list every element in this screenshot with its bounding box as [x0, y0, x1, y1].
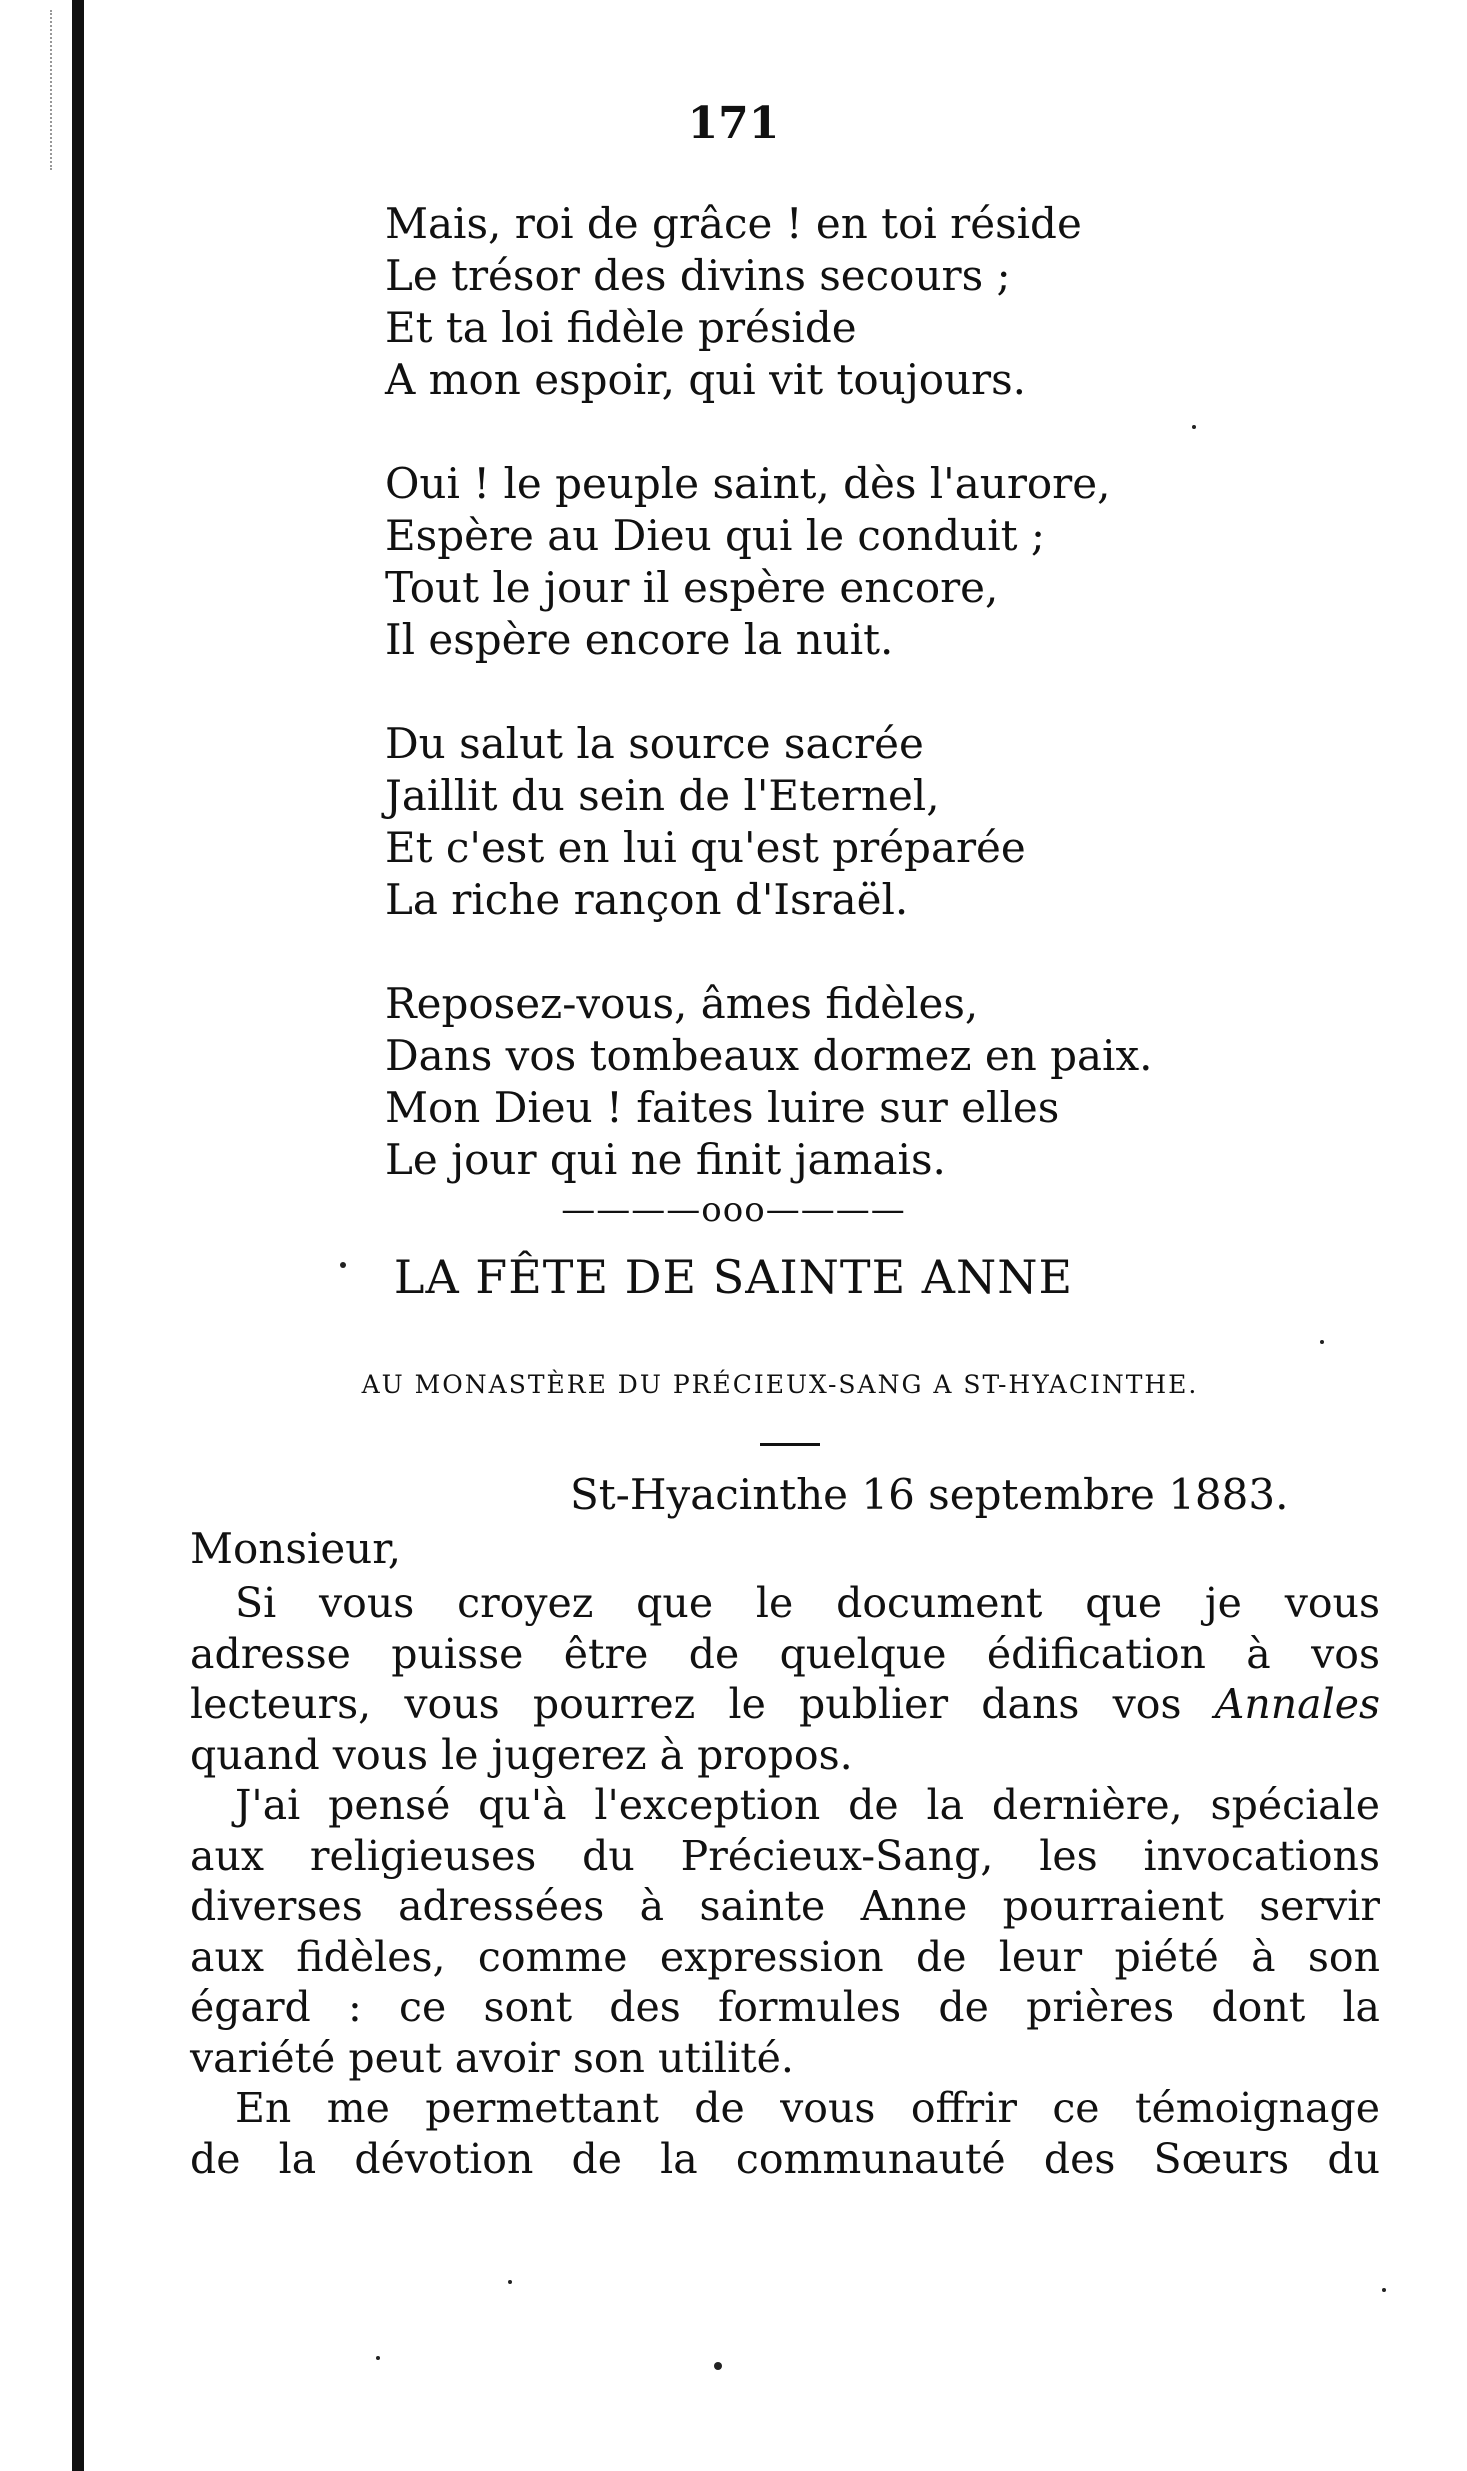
poem-line: Mon Dieu ! faites luire sur elles — [385, 1083, 1060, 1132]
letter-date: St-Hyacinthe 16 septembre 1883. — [570, 1470, 1289, 1519]
letter-body — [190, 1578, 1380, 2184]
poem — [385, 198, 1345, 1186]
ornament-separator: ————ooo———— — [561, 1190, 906, 1230]
poem-line: Le trésor des divins secours ; — [385, 251, 1011, 300]
letter-line: J'ai pensé qu'à l'exception de la dernière, spéciale — [235, 1781, 1380, 1829]
poem-line: Jaillit du sein de l'Eternel, — [385, 771, 940, 820]
poem-line: Tout le jour il espère encore, — [385, 563, 999, 612]
letter-line: diverses adressées à sainte Anne pourraient servir — [190, 1882, 1380, 1930]
letter-line — [190, 1679, 1380, 1730]
letter-line: quand vous le jugerez à propos. — [190, 1730, 853, 1779]
letter-line: aux religieuses du Précieux-Sang, les invocations — [190, 1831, 1380, 1880]
print-speck — [1320, 1340, 1324, 1344]
poem-stanza — [385, 978, 1345, 1186]
page-number: 171 — [687, 98, 780, 149]
short-rule — [760, 1443, 820, 1446]
page-binding-edge — [72, 0, 84, 2471]
section-subtitle: AU MONASTÈRE DU PRÉCIEUX-SANG A ST-HYACINTHE. — [361, 1370, 1199, 1399]
poem-line: Reposez-vous, âmes fidèles, — [385, 979, 979, 1028]
poem-stanza — [385, 718, 1345, 926]
letter-line: de la dévotion de la communauté des Sœurs du — [190, 2134, 1380, 2183]
poem-line: A mon espoir, qui vit toujours. — [385, 355, 1027, 404]
poem-line: La riche rançon d'Israël. — [385, 875, 909, 924]
letter-line-text: lecteurs, vous pourrez le publier dans vos — [190, 1680, 1182, 1728]
print-speck — [714, 2362, 722, 2370]
letter-line: En me permettant de vous offrir ce témoignage — [235, 2084, 1380, 2132]
emphasized-word: Annales — [1214, 1680, 1380, 1728]
letter-line: variété peut avoir son utilité. — [190, 2033, 794, 2082]
poem-line: Et c'est en lui qu'est préparée — [385, 823, 1026, 872]
poem-line: Le jour qui ne finit jamais. — [385, 1135, 946, 1184]
poem-line: Du salut la source sacrée — [385, 719, 924, 768]
poem-line: Espère au Dieu qui le conduit ; — [385, 511, 1046, 560]
section-title: LA FÊTE DE SAINTE ANNE — [393, 1250, 1074, 1304]
letter-line: adresse puisse être de quelque édification à vos — [190, 1629, 1380, 1678]
poem-line: Mais, roi de grâce ! en toi réside — [385, 199, 1082, 248]
letter-line: Si vous croyez que le document que je vous — [235, 1579, 1380, 1627]
poem-line: Et ta loi fidèle préside — [385, 303, 857, 352]
print-speck — [508, 2280, 512, 2284]
letter-salutation: Monsieur, — [190, 1524, 402, 1573]
poem-stanza — [385, 198, 1345, 406]
letter-line: aux fidèles, comme expression de leur piété à son — [190, 1932, 1380, 1981]
poem-stanza — [385, 458, 1345, 666]
print-speck — [1382, 2288, 1386, 2292]
letter-line: égard : ce sont des formules de prières dont la — [190, 1983, 1380, 2031]
print-speck — [376, 2356, 380, 2360]
poem-line: Il espère encore la nuit. — [385, 615, 894, 664]
poem-line: Dans vos tombeaux dormez en paix. — [385, 1031, 1153, 1080]
poem-line: Oui ! le peuple saint, dès l'aurore, — [385, 459, 1111, 508]
